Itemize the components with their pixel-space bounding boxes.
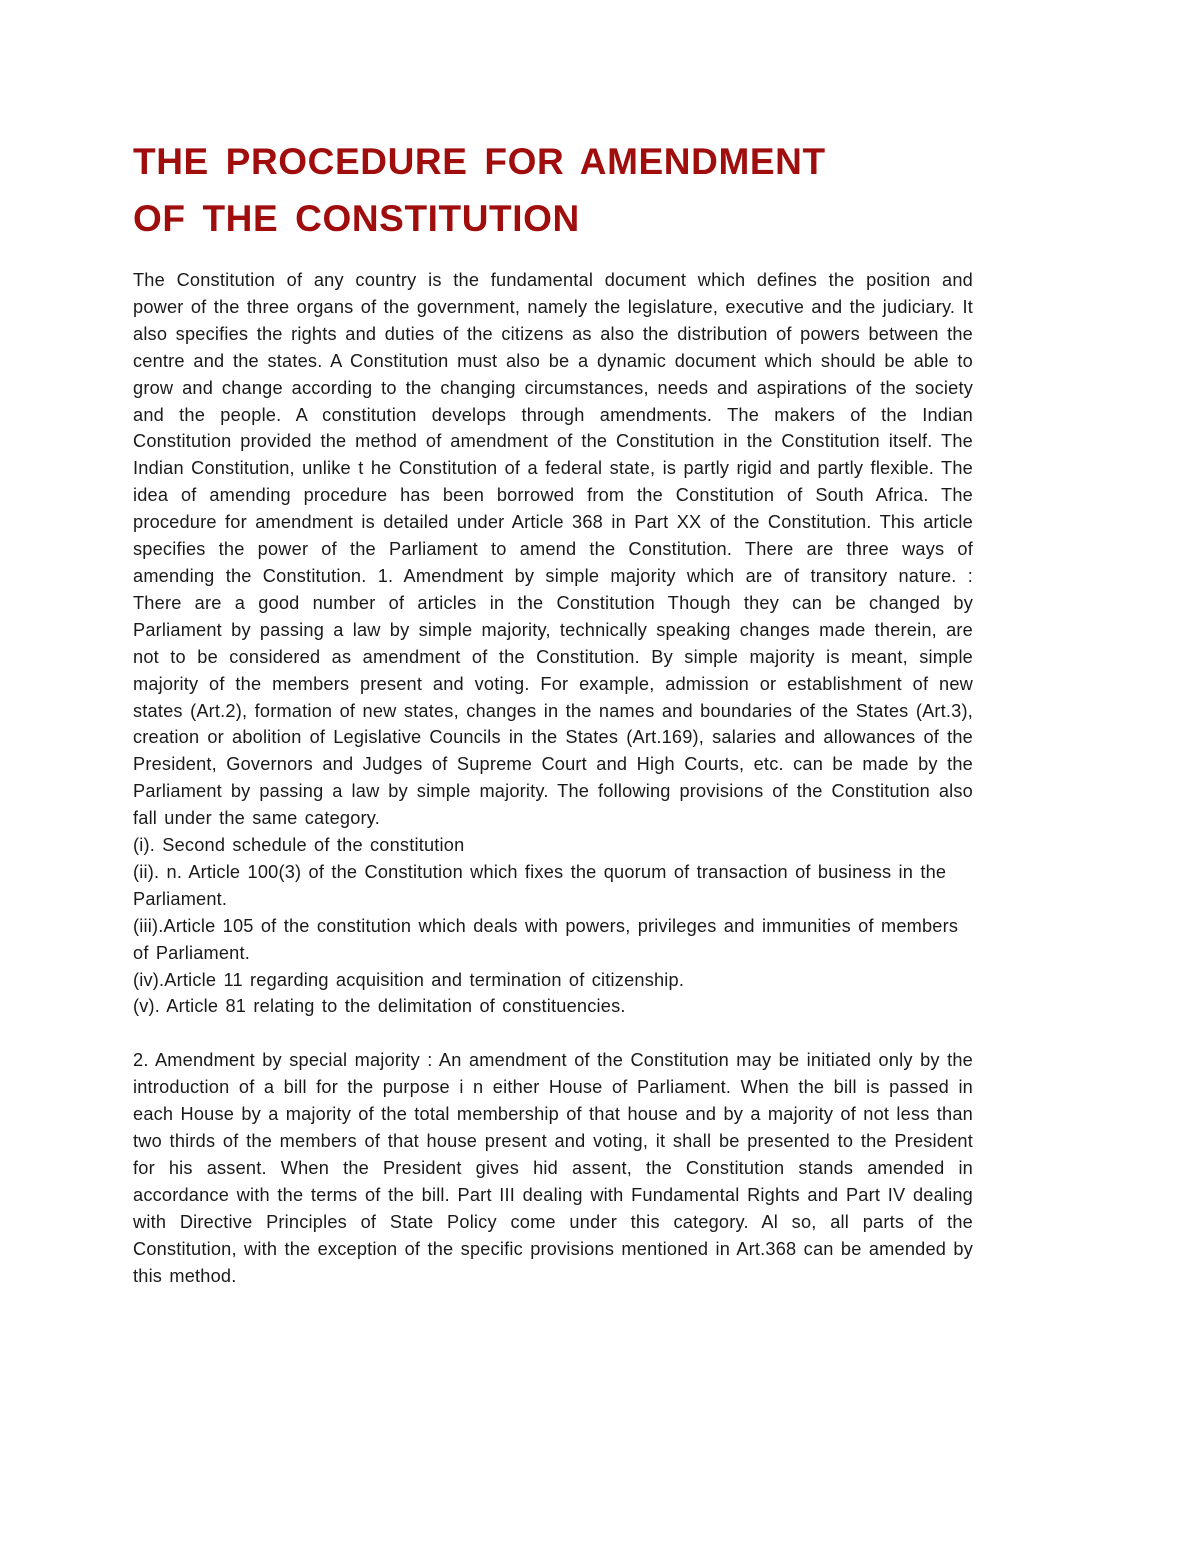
special-majority-paragraph: 2. Amendment by special majority : An amendment of the Constitution may be initiated only by the introduction of a bill for the purpose i n either House of Parliament. When the bill is passed in each House by a majority of the total membership of that house and by a majority of not less than two thirds of the members of that house present and voting, it shall be presented to the President for his assent. When the President gives hid assent, the Constitution stands amended in accordance with the terms of the bill. Part III dealing with Fundamental Rights and Part IV dealing with Directive Principles of State Policy come under this category. Al so, all parts of the Constitution, with the exception of the specific provisions mentioned in Art.368 can be amended by this method.	[133, 1050, 973, 1286]
list-item-v: (v). Article 81 relating to the delimitation of constituencies.	[133, 996, 626, 1017]
intro-paragraph: The Constitution of any country is the fundamental document which defines the position and power of the three organs of the government, namely the legislature, executive and the judiciary. It also specifies the rights and duties of the citizens as also the distribution of powers between the centre and the states. A Constitution must also be a dynamic document which should be able to grow and change according to the changing circumstances, needs and aspirations of the society and the people. A constitution develops through amendments. The makers of the Indian Constitution provided the method of amendment of the Constitution in the Constitution itself. The Indian Constitution, unlike t he Constitution of a federal state, is partly rigid and partly flexible. The idea of amending procedure has been borrowed from the Constitution of South Africa. The procedure for amendment is detailed under Article 368 in Part XX of the Constitution. This article specifies the power of the Parliament to amend the Constitution. There are three ways of amending the Constitution. 1. Amendment by simple majority which are of transitory nature. : There are a good number of articles in the Constitution Though they can be changed by Parliament by passing a law by simple majority, technically speaking changes made therein, are not to be considered as amendment of the Constitution. By simple majority is meant, simple majority of the members present and voting. For example, admission or establishment of new states (Art.2), formation of new states, changes in the names and boundaries of the States (Art.3), creation or abolition of Legislative Councils in the States (Art.169), salaries and allowances of the President, Governors and Judges of Supreme Court and High Courts, etc. can be made by the Parliament by passing a law by simple majority. The following provisions of the Constitution also fall under the same category.	[133, 270, 973, 829]
document-body	[133, 267, 973, 1289]
list-item-iii: (iii).Article 105 of the constitution which deals with powers, privileges and immunities of members of Parliament.	[133, 915, 959, 963]
list-item-i: (i). Second schedule of the constitution	[133, 835, 465, 856]
title-line-1: THE PROCEDURE FOR AMENDMENT	[133, 141, 826, 182]
list-item-ii: (ii). n. Article 100(3) of the Constitution which fixes the quorum of transaction of business in the Parliament.	[133, 861, 947, 909]
paragraph-spacer	[133, 1020, 973, 1047]
list-item-iv: (iv).Article 11 regarding acquisition and termination of citizenship.	[133, 969, 685, 990]
document-page	[133, 133, 973, 1289]
document-title	[133, 133, 973, 247]
title-line-2: OF THE CONSTITUTION	[133, 198, 580, 239]
